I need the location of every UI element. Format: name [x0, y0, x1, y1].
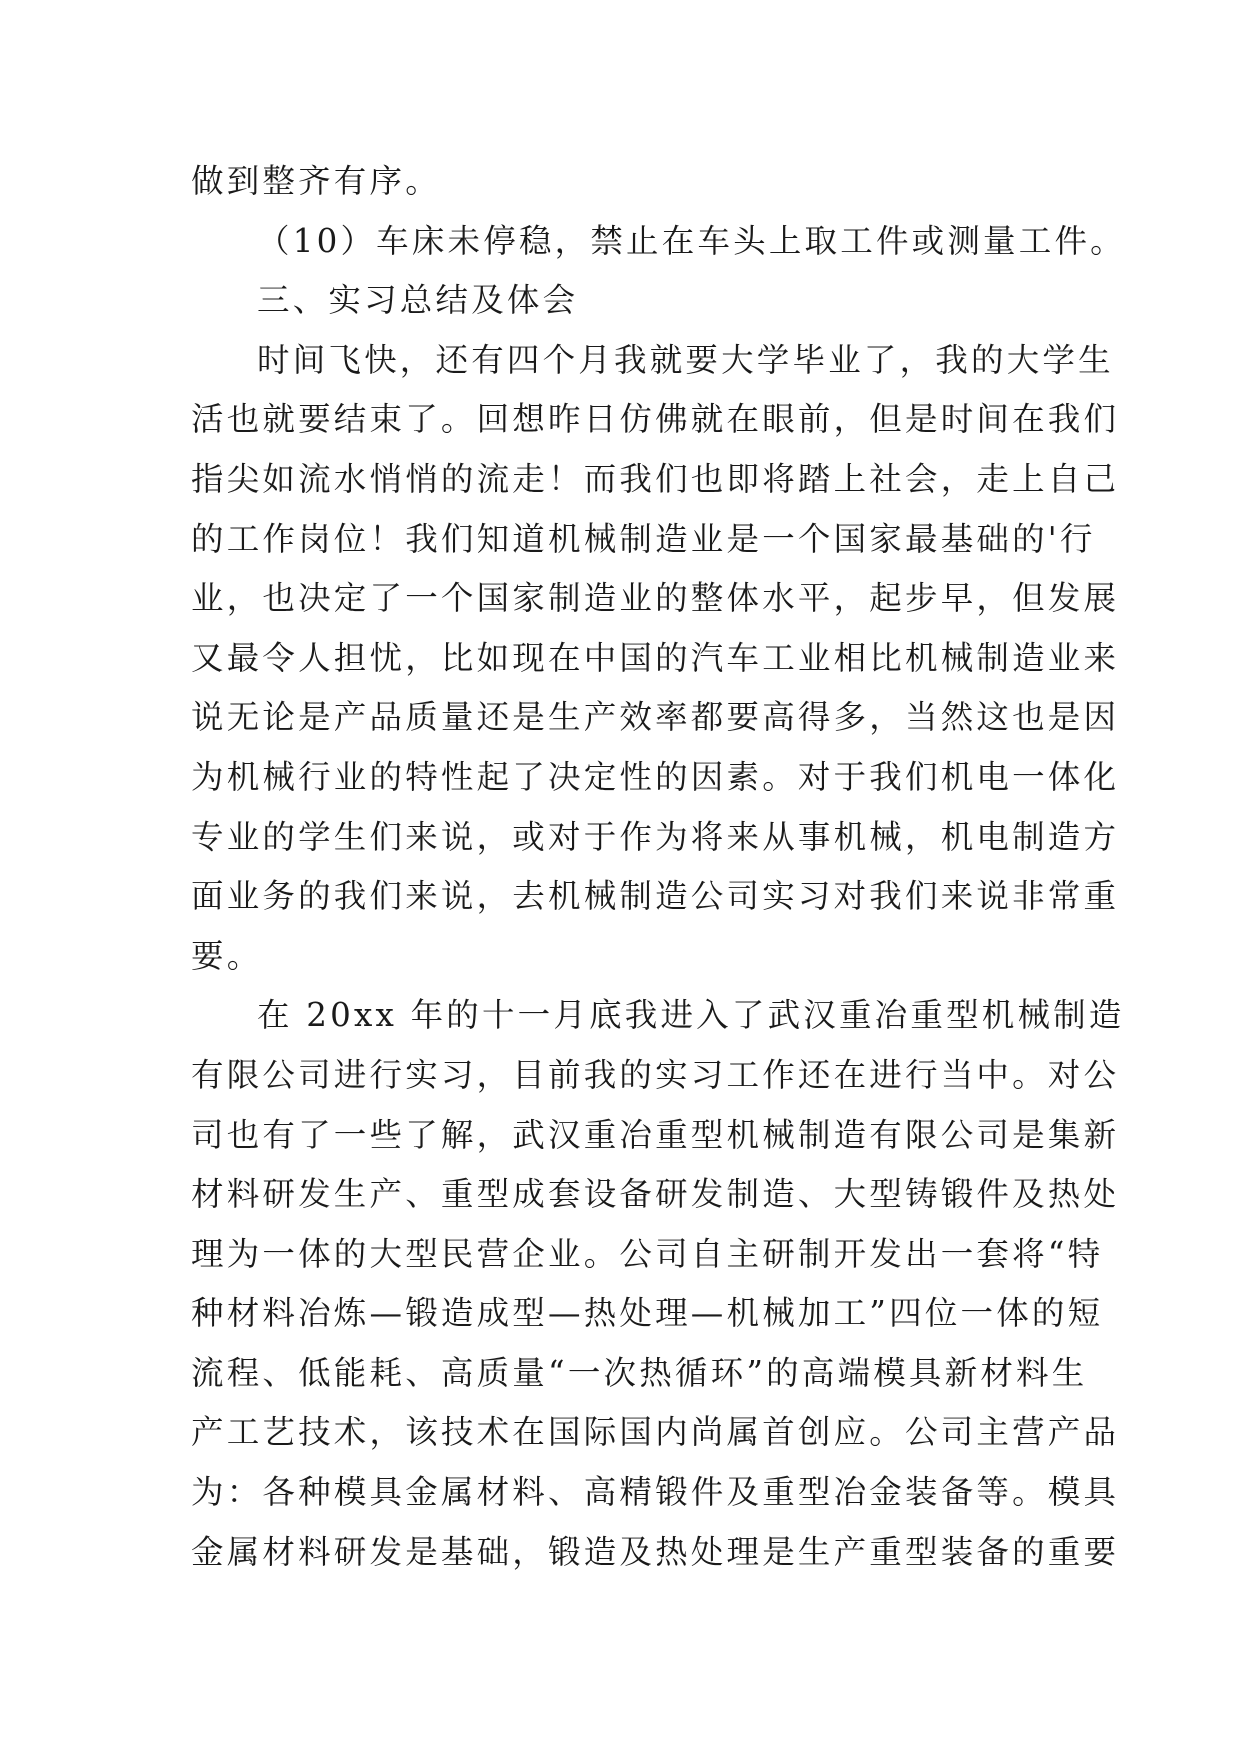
- text-line: 材料研发生产、重型成套设备研发制造、大型铸锻件及热处: [191, 1175, 1120, 1214]
- text-line: 种材料冶炼—锻造成型—热处理—机械加工”四位一体的短: [191, 1294, 1104, 1333]
- document-body: [191, 152, 1126, 1582]
- text-line: 做到整齐有序。: [191, 162, 441, 200]
- text-line: （10）车床未停稳，禁止在车头上取工件或测量工件。: [257, 221, 1126, 260]
- text-line: 司也有了一些了解，武汉重冶重型机械制造有限公司是集新: [191, 1115, 1120, 1154]
- text-line: 在 20xx 年的十一月底我进入了武汉重冶重型机械制造: [257, 996, 1125, 1035]
- text-line: 业，也决定了一个国家制造业的整体水平，起步早，但发展: [191, 579, 1120, 618]
- text-line: 为：各种模具金属材料、高精锻件及重型冶金装备等。模具: [191, 1473, 1120, 1512]
- text-line: 专业的学生们来说，或对于作为将来从事机械，机电制造方: [191, 817, 1120, 856]
- text-line: 为机械行业的特性起了决定性的因素。对于我们机电一体化: [191, 757, 1120, 796]
- text-line: 金属材料研发是基础，锻造及热处理是生产重型装备的重要: [191, 1532, 1120, 1571]
- text-line: 有限公司进行实习，目前我的实习工作还在进行当中。对公: [191, 1055, 1120, 1094]
- text-line: 时间飞快，还有四个月我就要大学毕业了，我的大学生: [257, 340, 1114, 379]
- text-line: 又最令人担忧，比如现在中国的汽车工业相比机械制造业来: [191, 638, 1120, 677]
- text-line: 说无论是产品质量还是生产效率都要高得多，当然这也是因: [191, 698, 1120, 737]
- text-line: 理为一体的大型民营企业。公司自主研制开发出一套将“特: [191, 1234, 1104, 1273]
- text-line: 指尖如流水悄悄的流走！而我们也即将踏上社会，走上自己: [191, 459, 1120, 498]
- text-line: 流程、低能耗、高质量“一次热循环”的高端模具新材料生: [191, 1353, 1088, 1392]
- text-line: 活也就要结束了。回想昨日仿佛就在眼前，但是时间在我们: [191, 400, 1120, 439]
- text-line: 的工作岗位！我们知道机械制造业是一个国家最基础的'行: [191, 519, 1096, 558]
- text-line: 面业务的我们来说，去机械制造公司实习对我们来说非常重: [191, 877, 1120, 916]
- text-line: 产工艺技术，该技术在国际国内尚属首创应。公司主营产品: [191, 1413, 1120, 1452]
- section-heading: 三、实习总结及体会: [257, 281, 579, 320]
- text-line: 要。: [191, 936, 263, 975]
